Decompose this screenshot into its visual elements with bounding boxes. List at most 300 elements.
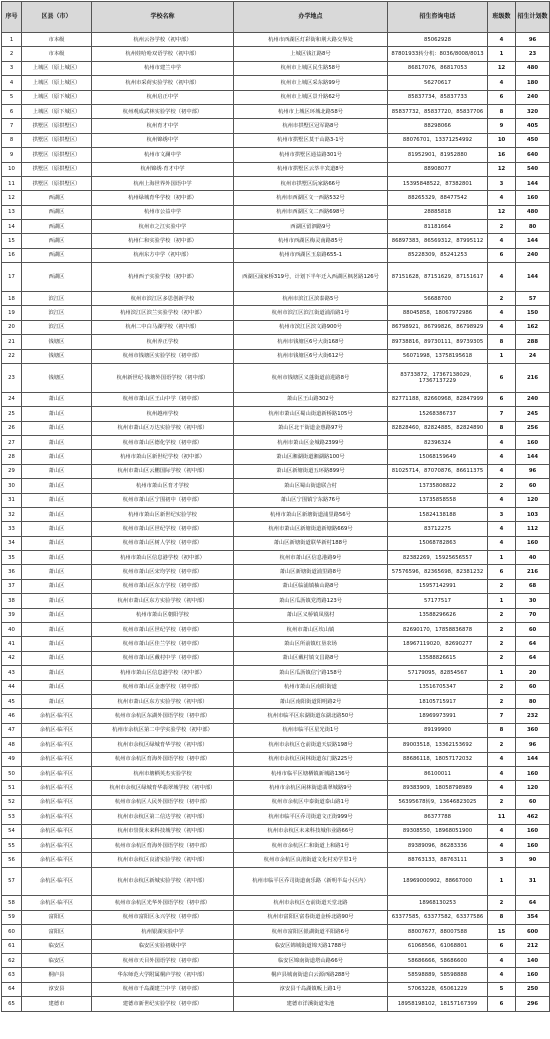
cell-seq: 56 [2,853,22,867]
table-row [2,623,550,637]
cell-school: 杭州市余杭区绿城育华翡翠城学校（初中部） [92,781,234,795]
table-row [2,148,550,162]
cell-address: 杭州市西湖区文一西路532号 [234,191,388,205]
cell-school: 杭州云谷学校（初中部） [92,33,234,47]
cell-school: 杭州越州学校 [92,407,234,421]
cell-address: 淳安县千岛湖镇畈上路1号 [234,982,388,996]
cell-seq: 36 [2,565,22,579]
cell-district: 西湖区 [22,205,92,219]
cell-school: 杭州东方中学（初中部） [92,248,234,262]
header-district: 区县（市） [22,2,92,33]
cell-classes: 6 [488,939,516,953]
cell-seq: 49 [2,752,22,766]
table-row [2,349,550,363]
cell-phone: 18105715917 [388,695,488,709]
cell-plan: 60 [516,680,550,694]
cell-classes: 2 [488,680,516,694]
cell-classes: 4 [488,191,516,205]
cell-seq: 29 [2,464,22,478]
cell-seq: 50 [2,766,22,780]
cell-district: 萧山区 [22,464,92,478]
cell-address: 杭州市余杭区仓前街道天辰路198号 [234,738,388,752]
cell-district: 拱墅区（原拱墅区） [22,162,92,176]
cell-district: 富阳区 [22,925,92,939]
table-row [2,896,550,910]
cell-school: 杭州市萧山区信息港学校（初中部） [92,666,234,680]
cell-classes: 2 [488,220,516,234]
cell-school: 杭州市采荷实验学校（初中部） [92,76,234,90]
cell-seq: 55 [2,838,22,852]
cell-plan: 160 [516,435,550,449]
cell-classes: 3 [488,853,516,867]
cell-plan: 57 [516,292,550,306]
cell-school: 杭州市公益中学 [92,205,234,219]
cell-phone: 13516705347 [388,680,488,694]
cell-phone: 18967119020，82690277 [388,637,488,651]
cell-seq: 23 [2,364,22,393]
cell-seq: 33 [2,522,22,536]
cell-phone: 56270617 [388,76,488,90]
cell-plan: 480 [516,205,550,219]
cell-district: 西湖区 [22,220,92,234]
cell-district: 钱塘区 [22,335,92,349]
cell-classes: 4 [488,824,516,838]
cell-seq: 51 [2,781,22,795]
cell-school: 杭州娃哈哈双语学校（初中部） [92,47,234,61]
cell-classes: 6 [488,392,516,406]
cell-classes: 4 [488,766,516,780]
cell-phone: 15268386737 [388,407,488,421]
cell-address: 杭州市萧山区蜀山街道新桥路105号 [234,407,388,421]
cell-seq: 2 [2,47,22,61]
cell-district: 萧山区 [22,608,92,622]
cell-address: 杭州市临平区塘栖镇新城路136号 [234,766,388,780]
cell-address: 杭州市上城区民生路58号 [234,61,388,75]
header-classes: 班级数 [488,2,516,33]
cell-district: 余杭区·临平区 [22,723,92,737]
cell-seq: 47 [2,723,22,737]
cell-plan: 64 [516,896,550,910]
cell-classes: 12 [488,162,516,176]
table-row [2,666,550,680]
cell-classes: 8 [488,335,516,349]
cell-address: 西湖区留泗路9号 [234,220,388,234]
cell-seq: 60 [2,925,22,939]
cell-seq: 32 [2,507,22,521]
cell-seq: 54 [2,824,22,838]
cell-phone: 89308550，18968051900 [388,824,488,838]
cell-seq: 19 [2,306,22,320]
cell-seq: 37 [2,579,22,593]
cell-classes: 6 [488,565,516,579]
cell-district: 余杭区·临平区 [22,709,92,723]
cell-district: 拱墅区（原拱墅区） [22,148,92,162]
cell-plan: 64 [516,651,550,665]
cell-phone: 86100011 [388,766,488,780]
cell-plan: 320 [516,104,550,118]
cell-classes: 1 [488,349,516,363]
cell-address: 杭州市萧山区信息港路9号 [234,551,388,565]
cell-seq: 6 [2,104,22,118]
cell-classes: 2 [488,896,516,910]
cell-seq: 10 [2,162,22,176]
cell-seq: 12 [2,191,22,205]
cell-plan: 144 [516,263,550,292]
table-row [2,248,550,262]
cell-seq: 28 [2,450,22,464]
cell-plan: 20 [516,666,550,680]
cell-seq: 5 [2,90,22,104]
cell-classes: 4 [488,781,516,795]
cell-address: 萧山区王山路302号 [234,392,388,406]
cell-school: 杭州育才中学 [92,119,234,133]
cell-phone: 13588296626 [388,608,488,622]
table-row [2,263,550,292]
table-row [2,637,550,651]
cell-district: 上城区（原上城区） [22,61,92,75]
cell-phone: 86817076，86817053 [388,61,488,75]
cell-classes: 4 [488,464,516,478]
cell-district: 萧山区 [22,695,92,709]
cell-classes: 1 [488,594,516,608]
cell-address: 上城区钱江路8号 [234,47,388,61]
cell-classes: 11 [488,810,516,824]
cell-classes: 9 [488,119,516,133]
cell-school: 杭州市萧山区王山中学（初中部） [92,392,234,406]
cell-seq: 40 [2,623,22,637]
cell-school: 杭州市萧山区育才学校 [92,479,234,493]
cell-classes: 2 [488,695,516,709]
cell-plan: 160 [516,191,550,205]
table-row [2,781,550,795]
cell-school: 杭州市萧山区新世纪实验学校 [92,507,234,521]
cell-district: 萧山区 [22,551,92,565]
cell-classes: 4 [488,536,516,550]
cell-phone: 89003518，13362153692 [388,738,488,752]
cell-classes: 8 [488,104,516,118]
cell-school: 杭州市之江实验中学 [92,220,234,234]
cell-school: 杭州市萧山区世纪学校（初中部） [92,522,234,536]
cell-plan: 232 [516,709,550,723]
table-row [2,335,550,349]
cell-seq: 39 [2,608,22,622]
cell-school: 杭州市萧山区世纪学校（初中部） [92,623,234,637]
cell-classes: 2 [488,651,516,665]
cell-address: 杭州市余杭区中泰街道泰山路1号 [234,795,388,809]
cell-classes: 4 [488,263,516,292]
table-row [2,133,550,147]
cell-school: 杭州养正学校 [92,335,234,349]
cell-plan: 31 [516,867,550,896]
cell-district: 钱塘区 [22,349,92,363]
cell-school: 杭州锦绣中学 [92,133,234,147]
cell-school: 杭州市余杭区良渚实验学校（初中部） [92,853,234,867]
cell-seq: 42 [2,651,22,665]
cell-address: 萧山区湘湖街道湘湖路100号 [234,450,388,464]
cell-seq: 44 [2,680,22,694]
cell-address: 杭州市临平区乔司街道文正街999号 [234,810,388,824]
cell-district: 萧山区 [22,651,92,665]
cell-seq: 65 [2,997,22,1011]
cell-phone: 82828460，82824885，82824890 [388,421,488,435]
cell-classes: 8 [488,910,516,924]
cell-address: 杭州市上城区环城北路58号 [234,104,388,118]
table-row [2,551,550,565]
cell-address: 杭州市临平区东湖街道东湖北路50号 [234,709,388,723]
cell-classes: 4 [488,76,516,90]
cell-seq: 59 [2,910,22,924]
table-row [2,220,550,234]
cell-school: 杭州市崇贤未来科技城学校（初中部） [92,824,234,838]
cell-classes: 7 [488,407,516,421]
table-row [2,76,550,90]
table-row [2,364,550,393]
cell-school: 杭州新世纪·钱塘外国语学校（初中部） [92,364,234,393]
cell-plan: 80 [516,220,550,234]
cell-seq: 46 [2,709,22,723]
cell-address: 杭州市拱墅区阮家路66号 [234,176,388,190]
table-row [2,810,550,824]
cell-school: 杭州市萧山区东方实验学校（初中部） [92,594,234,608]
cell-classes: 5 [488,982,516,996]
cell-address: 杭州市余杭区闲林街道翡翠城路9号 [234,781,388,795]
cell-district: 拱墅区（原拱墅区） [22,176,92,190]
cell-classes: 4 [488,493,516,507]
cell-address: 萧山区新塘街道五环路899号 [234,464,388,478]
cell-district: 萧山区 [22,507,92,521]
cell-school: 杭州市塘栖英杰实验学校 [92,766,234,780]
cell-address: 杭州市余杭区闲林街道东门路225号 [234,752,388,766]
cell-plan: 24 [516,349,550,363]
cell-phone: 56071998，13758195618 [388,349,488,363]
cell-school: 杭州市萧山区云鹏国际学校（初中部） [92,464,234,478]
table-row [2,954,550,968]
table-row [2,579,550,593]
cell-district: 市本级 [22,33,92,47]
cell-district: 萧山区 [22,594,92,608]
cell-plan: 354 [516,910,550,924]
cell-address: 杭州市萧山区新塘街道浦里路56号 [234,507,388,521]
cell-school: 杭州市余杭区第二中学实验学校（初中部） [92,723,234,737]
cell-address: 杭州市滨江区滨文路900号 [234,320,388,334]
cell-phone: 13588826615 [388,651,488,665]
cell-phone: 83733872，17367138029，17367137229 [388,364,488,393]
header-address: 办学地点 [234,2,388,33]
cell-district: 萧山区 [22,435,92,449]
cell-seq: 41 [2,637,22,651]
cell-classes: 6 [488,997,516,1011]
cell-plan: 160 [516,968,550,982]
cell-phone: 56395678转9，13646823025 [388,795,488,809]
cell-plan: 250 [516,982,550,996]
cell-address: 杭州市余杭区仓前街道天堂北路 [234,896,388,910]
cell-address: 杭州市钱塘区义蓬街道前进路8号 [234,364,388,393]
cell-address: 萧山区蜀山街道联合村 [234,479,388,493]
table-row [2,176,550,190]
cell-classes: 3 [488,507,516,521]
cell-district: 萧山区 [22,565,92,579]
cell-seq: 43 [2,666,22,680]
cell-phone: 87151628，87151629，87151617 [388,263,488,292]
table-row [2,968,550,982]
cell-phone: 83712275 [388,522,488,536]
cell-phone: 86798921，86799826，86798929 [388,320,488,334]
cell-school: 杭州市余杭区人民外国语学校（初中部） [92,795,234,809]
cell-plan: 150 [516,306,550,320]
cell-address: 杭州市西湖区文二西路698号 [234,205,388,219]
cell-classes: 4 [488,33,516,47]
cell-phone: 82690170，17858836878 [388,623,488,637]
cell-district: 上城区（原上城区） [22,76,92,90]
table-row [2,594,550,608]
cell-district: 萧山区 [22,637,92,651]
cell-classes: 4 [488,968,516,982]
cell-plan: 360 [516,723,550,737]
cell-classes: 4 [488,752,516,766]
cell-phone: 87801933转分机：8036/8008/8013 [388,47,488,61]
table-row [2,939,550,953]
cell-classes: 16 [488,148,516,162]
cell-plan: 296 [516,997,550,1011]
cell-seq: 4 [2,76,22,90]
cell-address: 杭州市上城区采东路99号 [234,76,388,90]
cell-district: 拱墅区（原拱墅区） [22,133,92,147]
cell-phone: 89199900 [388,723,488,737]
cell-district: 萧山区 [22,493,92,507]
cell-plan: 240 [516,392,550,406]
cell-phone: 85837732，85837720，85837706 [388,104,488,118]
cell-school: 建德市新世纪实验学校（初中部） [92,997,234,1011]
cell-address: 杭州市滨江区滨泰路5号 [234,292,388,306]
cell-phone: 88908077 [388,162,488,176]
cell-classes: 1 [488,666,516,680]
header-seq: 序号 [2,2,22,33]
cell-classes: 6 [488,90,516,104]
cell-classes: 4 [488,522,516,536]
cell-plan: 30 [516,594,550,608]
table-row [2,104,550,118]
cell-classes: 4 [488,954,516,968]
table-row [2,191,550,205]
cell-seq: 62 [2,954,22,968]
cell-phone: 85228309，85241253 [388,248,488,262]
cell-address: 杭州市西湖区灯彩街和荆大路交界处 [234,33,388,47]
cell-classes: 4 [488,450,516,464]
table-row [2,320,550,334]
cell-classes: 2 [488,579,516,593]
cell-district: 西湖区 [22,263,92,292]
cell-plan: 160 [516,766,550,780]
cell-address: 杭州市临平区星光街1号 [234,723,388,737]
cell-classes: 2 [488,637,516,651]
table-row [2,723,550,737]
cell-district: 余杭区·临平区 [22,810,92,824]
cell-address: 杭州市上城区景升路62号 [234,90,388,104]
cell-school: 杭州滨江区滨兰实验学校（初中部） [92,306,234,320]
cell-seq: 18 [2,292,22,306]
cell-seq: 20 [2,320,22,334]
cell-plan: 160 [516,838,550,852]
cell-school: 杭州市天目外国语学校（初中部） [92,954,234,968]
cell-school: 杭州启正中学 [92,90,234,104]
cell-district: 萧山区 [22,407,92,421]
cell-plan: 240 [516,90,550,104]
cell-school: 杭州市萧山区宁围初中（初中部） [92,493,234,507]
cell-classes: 2 [488,292,516,306]
table-row [2,608,550,622]
cell-classes: 4 [488,435,516,449]
cell-address: 杭州市拱墅区冠军路8号 [234,119,388,133]
cell-classes: 2 [488,623,516,637]
cell-plan: 23 [516,47,550,61]
cell-plan: 120 [516,493,550,507]
table-row [2,119,550,133]
cell-district: 余杭区·临平区 [22,766,92,780]
cell-classes: 4 [488,838,516,852]
cell-address: 萧山区戴村镇文昌路8号 [234,651,388,665]
cell-address: 杭州市余杭区未来科技城伟业路66号 [234,824,388,838]
cell-classes: 1 [488,47,516,61]
cell-plan: 68 [516,579,550,593]
cell-district: 萧山区 [22,536,92,550]
cell-school: 杭州西子实验学校（初中部） [92,263,234,292]
cell-plan: 144 [516,752,550,766]
cell-seq: 22 [2,349,22,363]
cell-plan: 120 [516,781,550,795]
cell-classes: 10 [488,133,516,147]
table-body [2,33,550,1012]
cell-seq: 48 [2,738,22,752]
cell-plan: 60 [516,479,550,493]
table-row [2,565,550,579]
cell-phone: 18969973991 [388,709,488,723]
cell-seq: 30 [2,479,22,493]
cell-classes: 4 [488,320,516,334]
table-row [2,824,550,838]
cell-phone: 82771188，82660968，82847999 [388,392,488,406]
cell-address: 萧山区义桥镇凤凰村 [234,608,388,622]
table-row [2,421,550,435]
cell-plan: 162 [516,320,550,334]
cell-plan: 80 [516,695,550,709]
cell-district: 余杭区·临平区 [22,838,92,852]
cell-classes: 3 [488,176,516,190]
cell-school: 杭州绿城育华学校（初中部） [92,191,234,205]
cell-seq: 1 [2,33,22,47]
cell-plan: 64 [516,637,550,651]
cell-phone: 86897383，86569312，87995112 [388,234,488,248]
cell-plan: 60 [516,623,550,637]
cell-district: 余杭区·临平区 [22,824,92,838]
cell-seq: 34 [2,536,22,550]
cell-school: 杭州银湖实验中学 [92,925,234,939]
cell-school: 杭州市萧山区东方实验学校（初中部） [92,695,234,709]
cell-plan: 140 [516,954,550,968]
cell-school: 杭州观成武林实验学校（初中部） [92,104,234,118]
cell-school: 杭州市萧山区万达实验学校（初中部） [92,421,234,435]
cell-district: 临安区 [22,954,92,968]
cell-district: 余杭区·临平区 [22,781,92,795]
cell-phone: 88298066 [388,119,488,133]
cell-classes: 7 [488,709,516,723]
cell-plan: 256 [516,421,550,435]
cell-phone: 85062928 [388,33,488,47]
cell-seq: 26 [2,421,22,435]
cell-district: 市本级 [22,47,92,61]
table-row [2,867,550,896]
cell-classes: 2 [488,738,516,752]
cell-phone: 86377788 [388,810,488,824]
